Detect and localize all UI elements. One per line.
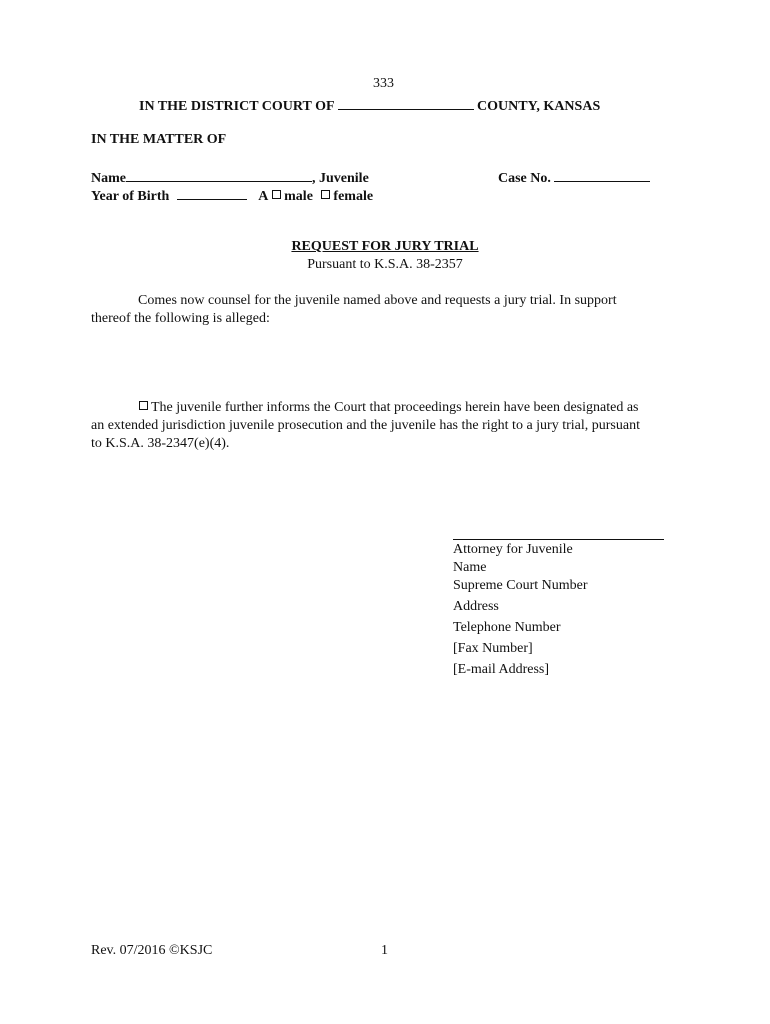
paragraph-2-line-2: an extended jurisdiction juvenile prosecution and the juvenile has the right to a jury trial, pursuant xyxy=(91,418,640,433)
paragraph-1-line-2: thereof the following is alleged: xyxy=(91,311,270,326)
year-of-birth-label: Year of Birth xyxy=(91,189,170,204)
signature-supreme-court-number: Supreme Court Number xyxy=(453,578,588,593)
signature-name: Name xyxy=(453,560,487,575)
matter-heading: IN THE MATTER OF xyxy=(91,132,227,147)
court-suffix: COUNTY, KANSAS xyxy=(477,99,601,114)
case-no-blank[interactable] xyxy=(554,168,650,182)
court-line xyxy=(139,96,600,115)
paragraph-1-line-1: Comes now counsel for the juvenile named above and requests a jury trial. In support xyxy=(138,293,617,308)
male-checkbox[interactable] xyxy=(272,190,281,199)
paragraph-2-line-3: to K.S.A. 38-2347(e)(4). xyxy=(91,436,230,451)
paragraph-2-line-1-text: The juvenile further informs the Court that proceedings herein have been designated as xyxy=(151,400,639,415)
sex-prefix: A xyxy=(258,189,268,204)
birth-line xyxy=(91,186,373,205)
male-label: male xyxy=(284,189,313,204)
name-line xyxy=(91,168,369,187)
year-of-birth-blank[interactable] xyxy=(177,186,247,200)
county-blank[interactable] xyxy=(338,96,474,110)
name-label: Name xyxy=(91,171,126,186)
document-subtitle: Pursuant to K.S.A. 38-2357 xyxy=(307,257,463,272)
signature-address: Address xyxy=(453,599,499,614)
ejj-checkbox[interactable] xyxy=(139,401,148,410)
footer-page-number: 1 xyxy=(381,943,388,958)
top-page-number: 333 xyxy=(373,76,394,91)
paragraph-2-line-1 xyxy=(138,399,639,416)
female-checkbox[interactable] xyxy=(321,190,330,199)
court-prefix: IN THE DISTRICT COURT OF xyxy=(139,99,335,114)
footer-revision: Rev. 07/2016 ©KSJC xyxy=(91,943,213,958)
case-no-label: Case No. xyxy=(498,171,551,186)
case-no-line xyxy=(498,168,650,187)
juvenile-label: , Juvenile xyxy=(312,171,369,186)
signature-email: [E-mail Address] xyxy=(453,662,550,677)
signature-line[interactable] xyxy=(453,539,664,540)
name-blank[interactable] xyxy=(126,168,312,182)
signature-fax: [Fax Number] xyxy=(453,641,533,656)
signature-telephone: Telephone Number xyxy=(453,620,561,635)
female-label: female xyxy=(333,189,374,204)
document-title: REQUEST FOR JURY TRIAL xyxy=(291,239,479,254)
signature-attorney-label: Attorney for Juvenile xyxy=(453,542,573,557)
